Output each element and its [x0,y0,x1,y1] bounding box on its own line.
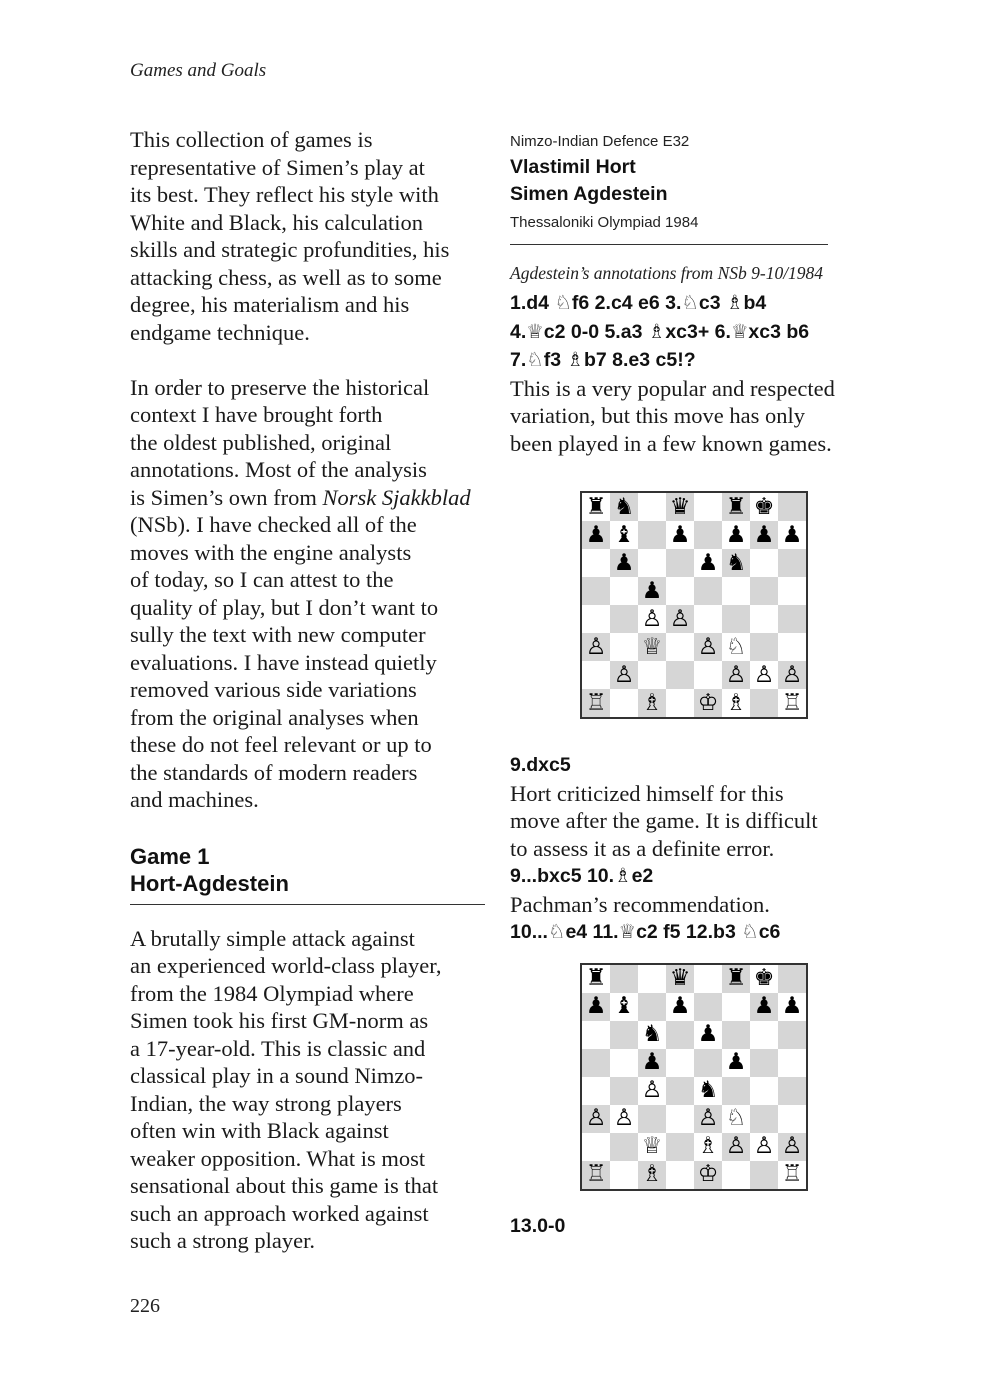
text-line: moves with the engine analysts [130,539,412,565]
chess-board-diagram-2 [580,963,808,1191]
text-line: sensational about this game is that [130,1173,439,1198]
board-square [582,1021,610,1049]
chess-piece-square: ♙ [750,661,778,689]
knight-icon: ♘ [681,291,699,314]
board-square [750,1161,778,1189]
queen-icon: ♕ [526,319,544,343]
chess-piece-square: ♟ [694,1021,722,1049]
text-line: weaker opposition. What is most [130,1145,426,1171]
text-line: (NSb). I have checked all of the [130,512,417,537]
board-square [666,1133,694,1161]
board-square [694,493,722,521]
chess-piece-square: ♙ [610,661,638,689]
board-square [722,993,750,1021]
bishop-icon: ♗ [647,319,666,343]
bishop-icon: ♗ [614,864,632,887]
text-line: the oldest published, original [130,429,392,455]
intro-paragraph-1 [130,126,485,346]
chess-piece-square: ♟ [666,993,694,1021]
text-line: removed various side variations [130,677,417,702]
text-line: such a strong player. [130,1228,315,1253]
board-square [610,577,638,605]
knight-icon: ♘ [554,291,572,314]
chess-piece-square: ♟ [638,1049,666,1077]
board-square [750,549,778,577]
chess-piece-square: ♙ [778,661,806,689]
queen-icon: ♕ [730,319,749,343]
chess-piece-square: ♜ [722,493,750,521]
board-square [582,1077,610,1105]
board-square [778,577,806,605]
board-square [722,1161,750,1189]
board-square [694,661,722,689]
board-square [638,993,666,1021]
chess-piece-square: ♙ [778,1133,806,1161]
board-square [722,577,750,605]
text-line: is Simen’s own from [130,484,323,510]
text-line: quality of play, but I don’t want to [130,594,439,620]
chess-piece-square: ♙ [638,1077,666,1105]
chess-piece-square: ♟ [582,993,610,1021]
text-line: often win with Black against [130,1118,389,1143]
board-square [694,993,722,1021]
board-square [610,1077,638,1105]
chess-piece-square: ♛ [666,493,694,521]
board-square [778,605,806,633]
text-line: context I have brought forth [130,402,383,427]
text-line: Hort criticized himself for this [510,780,784,806]
chess-piece-square: ♕ [638,633,666,661]
board-square [750,1077,778,1105]
chess-piece-square: ♛ [666,965,694,993]
chess-piece-square: ♞ [722,549,750,577]
board-square [778,549,806,577]
bishop-icon: ♗ [726,291,744,314]
text-line: these do not feel relevant or up to [130,732,432,757]
game-column [510,130,870,1240]
knight-icon: ♘ [526,348,544,371]
chess-piece-square: ♖ [582,1161,610,1189]
text-line: White and Black, his calculation [130,209,424,235]
annotation-source: Agdestein’s annotations from NSb 9-10/1984 [510,263,824,283]
board-square [582,1133,610,1161]
board-square [722,605,750,633]
board-square [778,493,806,521]
chess-piece-square: ♖ [778,1161,806,1189]
chess-piece-square: ♟ [610,549,638,577]
chess-piece-square: ♟ [778,993,806,1021]
text-line: attacking chess, as well as to some [130,264,442,290]
game-number: Game 1 [130,843,210,869]
chess-piece-square: ♗ [638,689,666,717]
chess-piece-square: ♟ [750,993,778,1021]
text-line: classical play in a sound Nimzo- [130,1063,424,1088]
board-square [750,605,778,633]
board-square [582,605,610,633]
chess-piece-square: ♗ [722,689,750,717]
bishop-icon: ♗ [566,348,584,371]
publication-title: Norsk Sjakkblad [322,484,471,510]
text-line: from the 1984 Olympiad where [130,980,414,1006]
text-line: of today, so I can attest to the [130,567,394,592]
board-square [750,633,778,661]
board-square [750,1049,778,1077]
chess-piece-square: ♙ [610,1105,638,1133]
chess-piece-square: ♗ [694,1133,722,1161]
board-square [750,577,778,605]
chess-piece-square: ♙ [582,1105,610,1133]
white-player: Vlastimil Hort [510,156,636,178]
chess-piece-square: ♘ [722,1105,750,1133]
board-square [610,633,638,661]
board-square [778,1021,806,1049]
board-square [778,1049,806,1077]
chess-piece-square: ♙ [638,605,666,633]
board-square [778,633,806,661]
chess-piece-square: ♟ [666,521,694,549]
text-line: to assess it as a definite error. [510,835,775,861]
board-square [582,577,610,605]
board-square [666,1021,694,1049]
chess-piece-square: ♙ [722,661,750,689]
text-line: and machines. [130,787,259,812]
board-square [666,661,694,689]
chess-piece-square: ♔ [694,1161,722,1189]
board-square [778,1105,806,1133]
chess-piece-square: ♟ [638,577,666,605]
chess-board-diagram-1 [580,491,808,719]
text-line: sully the text with new computer [130,622,426,647]
board-square [638,1105,666,1133]
chess-piece-square: ♞ [694,1077,722,1105]
chess-piece-square: ♕ [638,1133,666,1161]
board-square [610,1161,638,1189]
chess-piece-square: ♚ [750,493,778,521]
board-square [666,1077,694,1105]
board-square [694,521,722,549]
board-square [610,1021,638,1049]
text-line: the standards of modern readers [130,759,418,785]
board-square [694,965,722,993]
text-line: evaluations. I have instead quietly [130,649,437,675]
text-line: a 17-year-old. This is classic and [130,1035,426,1061]
board-square [666,549,694,577]
move-2: 9.dxc5 [510,754,571,776]
board-square [722,1077,750,1105]
board-square [610,965,638,993]
board-square [610,689,638,717]
chess-piece-square: ♙ [750,1133,778,1161]
knight-icon: ♘ [547,920,566,943]
text-line: been played in a few known games. [510,430,832,456]
text-line: degree, his materialism and his [130,292,410,317]
board-square [610,605,638,633]
comment-3: Pachman’s recommendation. [510,891,770,917]
event-name: Thessaloniki Olympiad 1984 [510,214,699,231]
text-line: endgame technique. [130,319,310,345]
chess-piece-square: ♙ [666,605,694,633]
chess-piece-square: ♝ [610,993,638,1021]
chess-piece-square: ♞ [610,493,638,521]
opening-name: Nimzo-Indian Defence E32 [510,133,690,150]
game-heading [130,843,485,898]
board-square [638,521,666,549]
move-list-4: 10...♘e4 11.♕c2 f5 12.b3 ♘c6 [510,920,781,943]
board-square [666,577,694,605]
text-line: A brutally simple attack against [130,925,415,951]
text-line: move after the game. It is difficult [510,808,818,833]
board-square [666,689,694,717]
text-line: Simen took his first GM-norm as [130,1008,429,1033]
text-line: This is a very popular and respected [510,375,835,401]
text-line: skills and strategic profundities, his [130,237,450,262]
board-square [694,1049,722,1077]
chess-piece-square: ♟ [722,521,750,549]
text-line: representative of Simen’s play at [130,154,425,180]
chess-piece-square: ♔ [694,689,722,717]
page-number: 226 [130,1295,160,1317]
chess-piece-square: ♟ [750,521,778,549]
board-square [750,689,778,717]
board-square [582,661,610,689]
chess-piece-square: ♟ [582,521,610,549]
text-line: Indian, the way strong players [130,1090,402,1116]
board-square [638,661,666,689]
move-list-1: 1.d4 ♘f6 2.c4 e6 3.♘c3 ♗b4 4.♕c2 0-0 5.a3 ♗xc3+ 6.♕xc3 b6 7.♘f3 ♗b7 8.e3 c5!? [510,291,810,371]
text-line: an experienced world-class player, [130,953,442,978]
header-divider [510,244,828,245]
black-player: Simen Agdestein [510,183,668,205]
intro-paragraph-2 [130,374,485,814]
running-head: Games and Goals [130,60,267,81]
chess-piece-square: ♟ [722,1049,750,1077]
chess-piece-square: ♖ [582,689,610,717]
chess-piece-square: ♝ [610,521,638,549]
chess-piece-square: ♘ [722,633,750,661]
board-square [750,1105,778,1133]
comment-2 [510,780,870,863]
board-square [666,1049,694,1077]
board-square [666,1161,694,1189]
chess-piece-square: ♞ [638,1021,666,1049]
chess-piece-square: ♗ [638,1161,666,1189]
chess-piece-square: ♖ [778,689,806,717]
board-square [722,1021,750,1049]
knight-icon: ♘ [741,920,759,943]
board-square [638,493,666,521]
board-square [666,1105,694,1133]
board-square [610,1133,638,1161]
chess-piece-square: ♙ [582,633,610,661]
game-intro-paragraph [130,925,485,1255]
board-square [694,577,722,605]
board-square [778,1077,806,1105]
text-line: such an approach worked against [130,1200,429,1226]
board-square [610,1049,638,1077]
game-title: Hort-Agdestein [130,871,289,896]
text-line: its best. They reflect his style with [130,182,439,207]
chess-piece-square: ♜ [722,965,750,993]
board-square [778,965,806,993]
move-3: 9...bxc5 10.♗e2 [510,864,654,887]
board-square [694,605,722,633]
chess-piece-square: ♙ [722,1133,750,1161]
board-square [582,549,610,577]
text-line: variation, but this move has only [510,403,805,428]
board-square [638,549,666,577]
text-line: In order to preserve the historical [130,374,430,400]
text-line: annotations. Most of the analysis [130,457,427,482]
text-line: from the original analyses when [130,704,419,730]
chess-piece-square: ♟ [694,549,722,577]
board-square [638,965,666,993]
move-5: 13.0-0 [510,1214,566,1237]
chess-piece-square: ♟ [778,521,806,549]
chess-piece-square: ♜ [582,965,610,993]
queen-icon: ♕ [618,920,637,943]
board-square [750,1021,778,1049]
chess-piece-square: ♜ [582,493,610,521]
comment-1 [510,375,870,458]
board-square [582,1049,610,1077]
board-square [666,633,694,661]
chess-piece-square: ♚ [750,965,778,993]
text-line: This collection of games is [130,127,373,152]
chess-piece-square: ♙ [694,1105,722,1133]
chess-piece-square: ♙ [694,633,722,661]
intro-column [130,126,485,1255]
